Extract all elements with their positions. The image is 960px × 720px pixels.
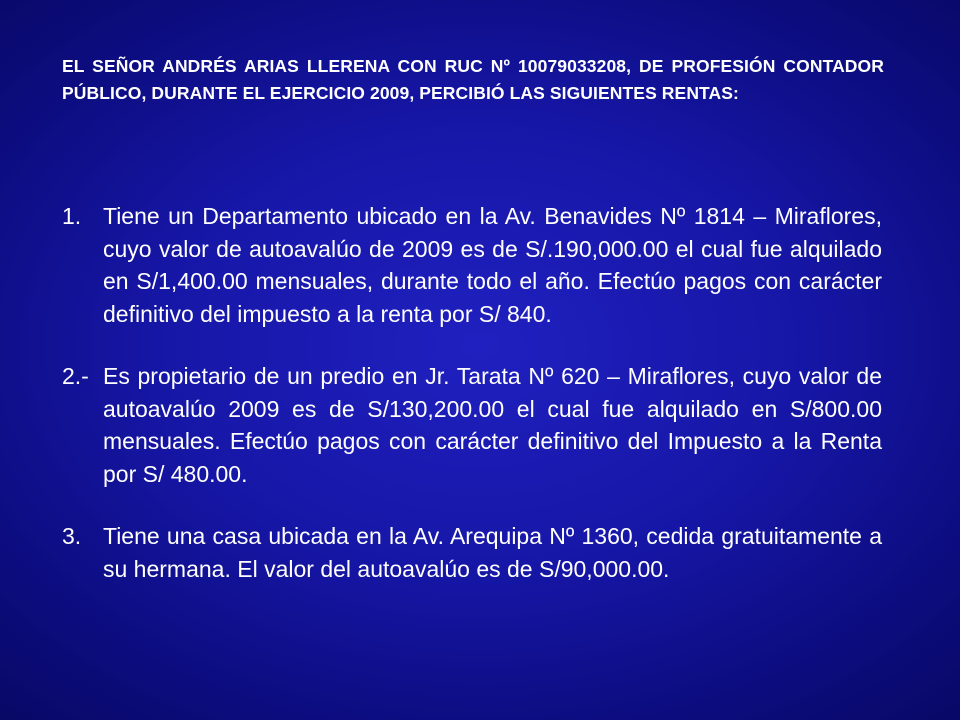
list-item-1 (62, 200, 882, 330)
income-list (62, 200, 882, 615)
list-item-text: Tiene un Departamento ubicado en la Av. Benavides Nº 1814 – Miraflores, cuyo valor de autoavalúo de 2009 es de S/.190,000.00 el cual fue alquilado en S/1,400.00 mensuales, durante todo el año. Efectúo pagos con carácter definitivo del impuesto a la renta por S/ 840. (103, 203, 882, 327)
list-item-number: 3. (62, 523, 82, 549)
list-item-3 (62, 520, 882, 585)
list-item-text: Es propietario de un predio en Jr. Tarata Nº 620 – Miraflores, cuyo valor de autoavalúo 2009 es de S/130,200.00 el cual fue alquilado en S/800.00 mensuales. Efectúo pagos con carácter definitivo del Impuesto a la Renta por S/ 480.00. (103, 363, 882, 487)
list-item-number: 2.- (62, 363, 89, 389)
list-item-number: 1. (62, 203, 82, 229)
slide-heading: EL SEÑOR ANDRÉS ARIAS LLERENA CON RUC Nº 10079033208, DE PROFESIÓN CONTADOR PÚBLICO, DURANTE EL EJERCICIO 2009, PERCIBIÓ LAS SIGUIENTES RENTAS: (62, 56, 884, 103)
list-item-2 (62, 360, 882, 490)
list-item-text: Tiene una casa ubicada en la Av. Arequipa Nº 1360, cedida gratuitamente a su hermana. El valor del autoavalúo es de S/90,000.00. (103, 523, 882, 582)
